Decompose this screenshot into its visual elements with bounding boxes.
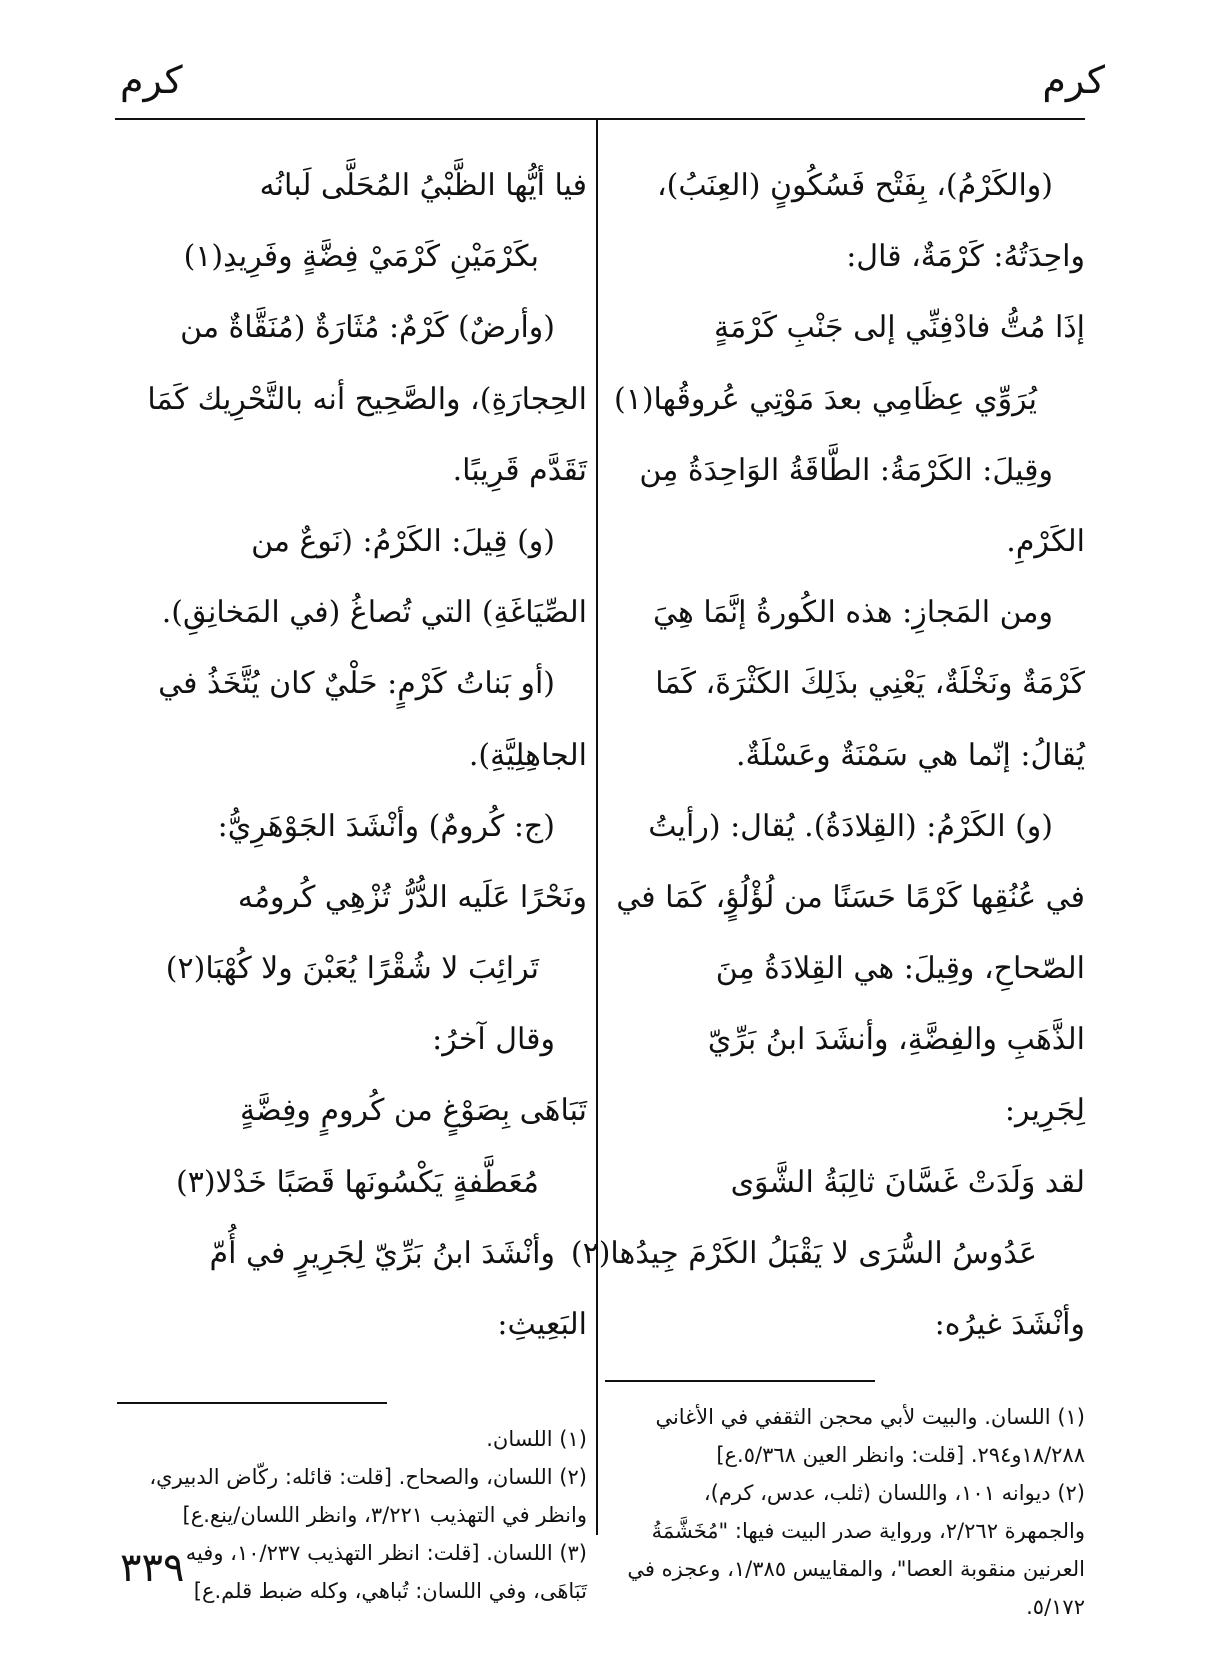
text-line: وقِيلَ: الكَرْمَةُ: الطَّاقَةُ الوَاحِدَةُ مِن xyxy=(639,452,1053,488)
text-line: الذَّهَبِ والفِضَّةِ، وأنشَدَ ابنُ بَرِّيّ xyxy=(707,1022,1085,1058)
footnote-line: والجمهرة ٢/٢٦٢، ورواية صدر البيت فيها: "مُخَشَّمَةُ xyxy=(651,1519,1085,1544)
text-line: البَعِيثِ: xyxy=(497,1307,587,1342)
footnote-line: تَبَاهَى، وفي اللسان: تُباهي، وكله ضبط قلم.ع] xyxy=(193,1579,587,1604)
text-line: الحِجارَةِ)، والصَّحِيح أنه بالتَّحْرِيك كَمَا xyxy=(147,381,587,417)
verse-line: لقد وَلَدَتْ غَسَّانَ ثالِبَةُ الشَّوَى xyxy=(730,1164,1085,1200)
footnote-line: وانظر في التهذيب ٣/٢٢١، وانظر اللسان/ينع.ع] xyxy=(182,1503,587,1528)
text-line: الجاهِلِيَّةِ). xyxy=(468,737,587,773)
footnote-line: (٢) ديوانه ١٠١، واللسان (ثلب، عدس، كرم)، xyxy=(703,1481,1085,1506)
page-number: ٣٣٩ xyxy=(120,1545,185,1591)
right-column xyxy=(570,150,1085,1626)
text-line: تَقَدَّم قَرِيبًا. xyxy=(452,452,587,488)
text-line: واحِدَتُهُ: كَرْمَةٌ، قال: xyxy=(846,239,1085,275)
text-line: وأنْشَدَ ابنُ بَرِّيّ لِجَرِيرٍ في أُمّ xyxy=(209,1235,555,1271)
text-line: الصّحاحِ، وقِيلَ: هي القِلادَةُ مِنَ xyxy=(715,951,1085,987)
verse-line: يُرَوِّي عِظَامِي بعدَ مَوْتِي عُروقُها(١) xyxy=(613,381,1037,417)
text-line: لِجَرِير: xyxy=(1004,1093,1085,1129)
text-line: ومن المَجازِ: هذه الكُورةُ إنَّمَا هِيَ xyxy=(652,595,1053,631)
running-header-right: كرم xyxy=(1042,58,1105,102)
text-line: يُقالُ: إنّما هي سَمْنَةٌ وعَسْلَةٌ. xyxy=(735,737,1085,773)
verse-line: إذَا مُتُّ فادْفِنِّي إلى جَنْبِ كَرْمَةٍ xyxy=(713,310,1085,346)
footnote-line: ٥/١٧٢. xyxy=(1026,1595,1085,1620)
footnote-line: ١٨/٢٨٨و٢٩٤. [قلت: وانظر العين ٥/٣٦٨.ع] xyxy=(716,1443,1085,1468)
footnote-rule xyxy=(117,1402,387,1404)
text-line: وأنْشَدَ غيرُه: xyxy=(934,1307,1085,1342)
verse-line: تَبَاهَى بِصَوْغٍ من كُرومٍ وفِضَّةٍ xyxy=(239,1093,587,1129)
text-line: (وأرضٌ) كَرْمٌ: مُثَارَةٌ (مُنَقَّاةٌ من xyxy=(180,310,555,346)
text-line: (والكَرْمُ)، بِفَتْح فَسُكُونٍ (العِنَبُ)، xyxy=(656,168,1053,203)
text-line: في عُنُقِها كَرْمًا حَسَنًا من لُؤْلُؤٍ، كَمَا في xyxy=(616,879,1085,915)
left-column xyxy=(117,150,587,1610)
verse-line: تَرائِبَ لا شُقْرًا يُعَبْنَ ولا كُهْبَا(٢) xyxy=(165,951,539,987)
text-line: (و) قِيلَ: الكَرْمُ: (نَوعٌ من xyxy=(251,523,555,559)
text-line: الصِّيَاغَةِ) التي تُصاغُ (في المَخانِقِ). xyxy=(161,595,587,631)
text-line: (أو بَناتُ كَرْمٍ: حَلْيٌ كان يُتَّخَذُ في xyxy=(158,666,555,702)
verse-line: مُعَطَّفةٍ يَكْسُونَها قَصَبًا خَدْلا(٣) xyxy=(175,1164,539,1200)
verse-line: فيا أيُّها الظَّبْيُ المُحَلَّى لَبانُه xyxy=(259,168,587,203)
footnote-line: (٣) اللسان. [قلت: انظر التهذيب ١٠/٢٣٧، وفيه xyxy=(185,1541,587,1566)
footnote-line: (٢) اللسان، والصحاح. [قلت: قائله: ركّاض الدبيري، xyxy=(149,1465,587,1490)
footnote-rule xyxy=(605,1380,875,1382)
text-line: (ج: كُرومٌ) وأنْشَدَ الجَوْهَرِيُّ: xyxy=(217,808,555,844)
verse-line: ونَحْرًا عَلَيه الدُّرُّ تُزْهِي كُرومُه xyxy=(237,879,587,915)
text-line: وقال آخرُ: xyxy=(432,1022,555,1058)
verse-line: عَدُوسُ السُّرَى لا يَقْبَلُ الكَرْمَ جِيدُها(٢) xyxy=(570,1235,1037,1271)
text-line: كَرْمَةٌ ونَخْلَةٌ، يَعْنِي بذَلِكَ الكَثْرَةَ، كَمَا xyxy=(655,666,1085,702)
footnote-line: (١) اللسان. والبيت لأبي محجن الثقفي في الأغاني xyxy=(655,1405,1085,1430)
running-header-left: كرم xyxy=(120,58,183,102)
verse-line: بكَرْمَيْنِ كَرْمَيْ فِضَّةٍ وفَرِيدِ(١) xyxy=(183,239,539,275)
header-rule xyxy=(115,118,1085,120)
text-line: الكَرْمِ. xyxy=(1006,523,1085,559)
footnote-line: (١) اللسان. xyxy=(486,1427,587,1452)
column-divider xyxy=(596,120,598,1535)
text-line: (و) الكَرْمُ: (القِلادَةُ). يُقال: (رأيتُ xyxy=(648,808,1053,844)
footnote-line: العرنين منقوبة العصا"، والمقاييس ١/٣٨٥، وعجزه في xyxy=(627,1557,1085,1582)
